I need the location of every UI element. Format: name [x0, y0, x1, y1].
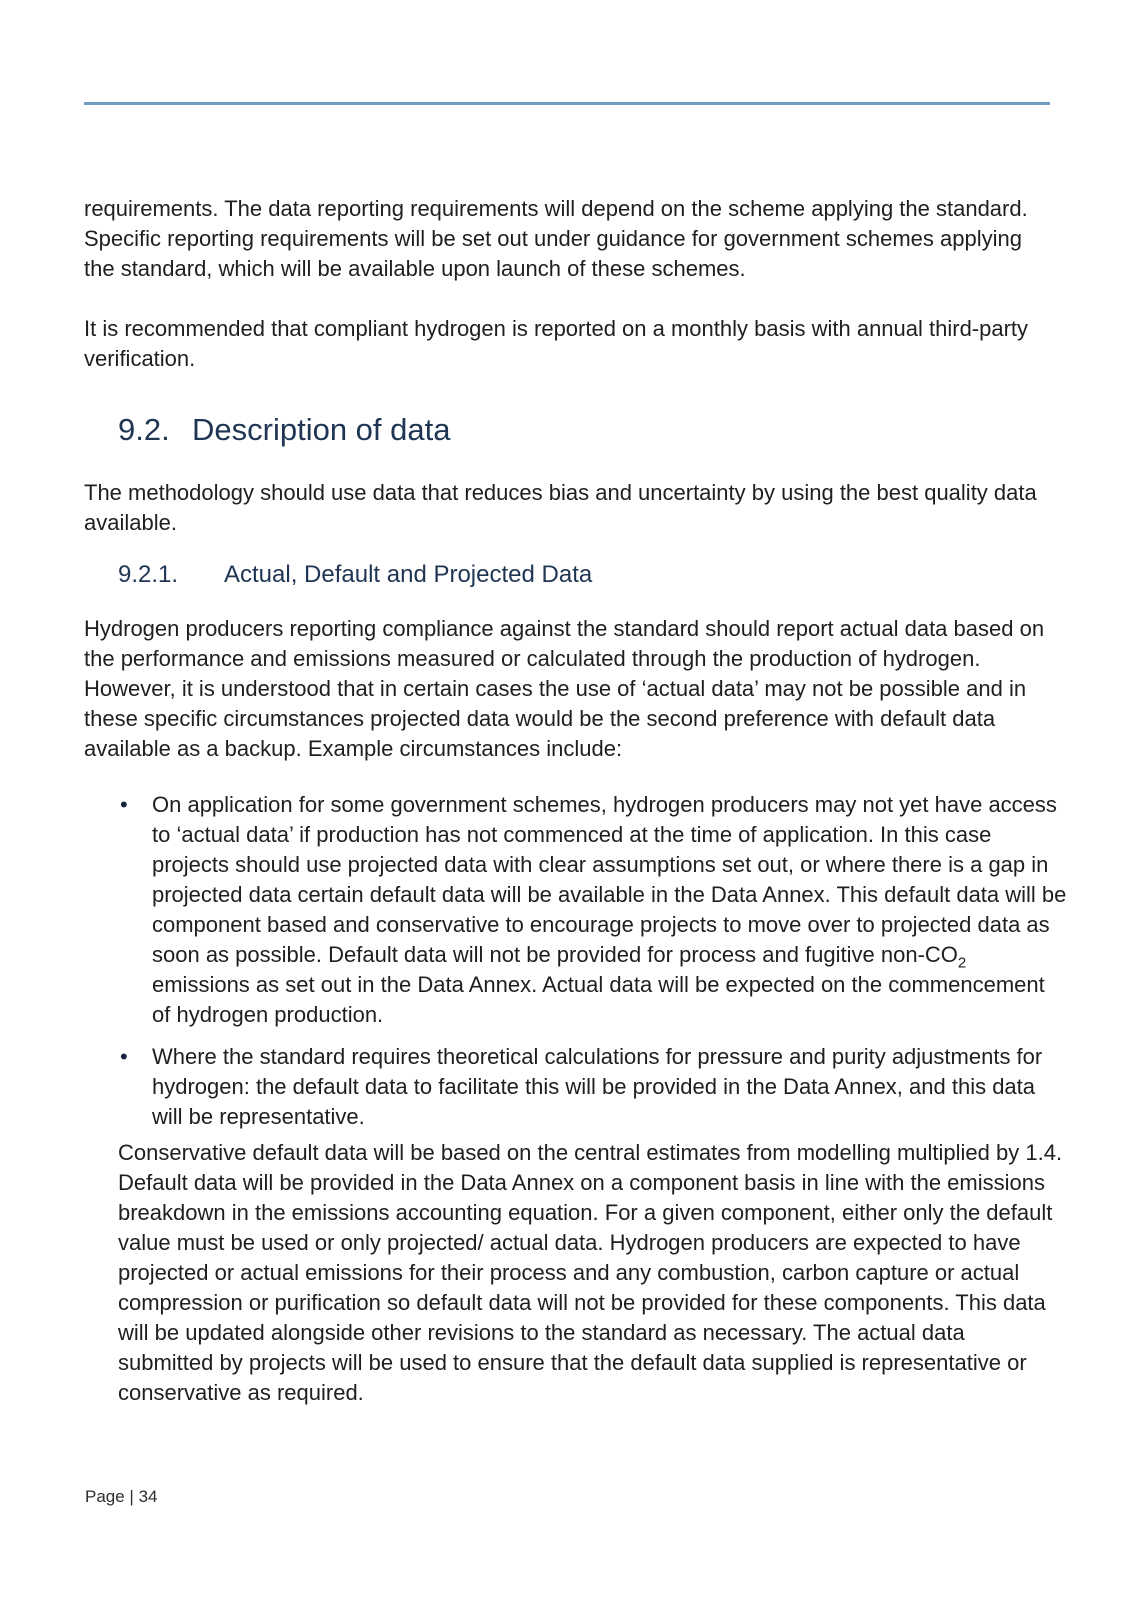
paragraph-actual-data-intro: Hydrogen producers reporting compliance against the standard should report actual data based on the performance and emissions measured or calculated through the production of hydrogen. However, it is understood that in certain cases the use of ‘actual data’ may not be possible and in these specific circumstances projected data would be the second preference with default data available as a backup. Example circumstances include: — [84, 616, 1051, 761]
bullet-text-segment: emissions as set out in the Data Annex. Actual data will be expected on the commencement of hydrogen production. — [152, 942, 1051, 1027]
co2-subscript: 2 — [957, 954, 967, 972]
bullet-icon: • — [120, 792, 128, 817]
section-title: Description of data — [192, 412, 451, 447]
section-number: 9.2. — [118, 412, 170, 447]
page-footer — [85, 1486, 157, 1508]
subsection-heading — [118, 558, 1048, 592]
bullet-text-segment: On application for some government schemes, hydrogen producers may not yet have access to ‘actual data’ if production has not commenced at the time of application. In this case projects should use projected data with clear assumptions set out, or where there is a gap in projected data certain default data will be available in the Data Annex. This default data will be component based and conservative to encourage projects to move over to projected data as soon as possible. Default data will not be provided for process and fugitive non-CO — [152, 792, 1073, 967]
bullet-text — [152, 1044, 1048, 1129]
paragraph-monthly-reporting: It is recommended that compliant hydrogen is reported on a monthly basis with annual third-party verification. — [84, 316, 1035, 371]
header-divider — [84, 102, 1050, 105]
bullet-icon: • — [120, 1044, 128, 1069]
section-heading — [118, 408, 1048, 452]
bullet-text — [152, 792, 1073, 1027]
page-number-label: Page | 34 — [85, 1487, 158, 1506]
bullet-item-theoretical-calculations — [84, 1042, 1067, 1132]
subsection-number: 9.2.1. — [118, 561, 179, 588]
paragraph-methodology-intro: The methodology should use data that reduces bias and uncertainty by using the best quality data available. — [84, 480, 1043, 535]
subsection-title: Actual, Default and Projected Data — [224, 561, 593, 588]
paragraph-reporting-requirements: requirements. The data reporting requirements will depend on the scheme applying the standard. Specific reporting requirements will be set out under guidance for government schemes applying the standard, which will be available upon launch of these schemes. — [84, 196, 1034, 281]
bullet-text-segment: Where the standard requires theoretical calculations for pressure and purity adjustments for hydrogen: the default data to facilitate this will be provided in the Data Annex, and this data will be representative. — [152, 1044, 1049, 1129]
bullet-item-application — [84, 790, 1073, 1030]
paragraph-conservative-default-data: Conservative default data will be based on the central estimates from modelling multiplied by 1.4. Default data will be provided in the Data Annex on a component basis in line with the emissions breakdown in the emissions accounting equation. For a given component, either only the default value must be used or only projected/ actual data. Hydrogen producers are expected to have projected or actual emissions for their process and any combustion, carbon capture or actual compression or purification so default data will not be provided for these components. This data will be updated alongside other revisions to the standard as necessary. The actual data submitted by projects will be used to ensure that the default data supplied is representative or conservative as required. — [118, 1140, 1075, 1405]
